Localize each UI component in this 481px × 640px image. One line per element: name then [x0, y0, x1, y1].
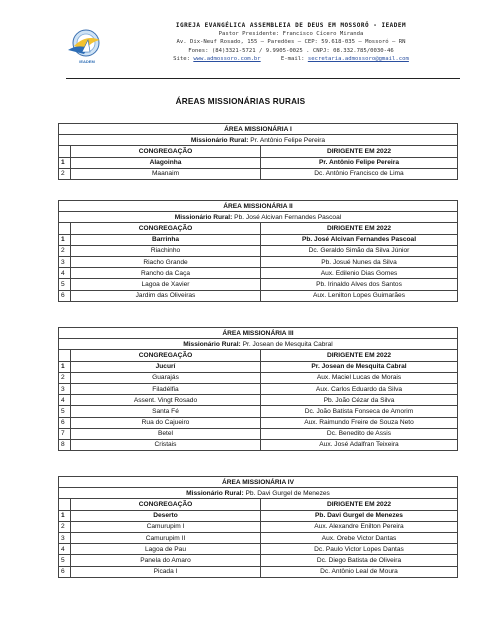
congregation-header: CONGREGAÇÃO: [71, 350, 261, 361]
missionary-label: Missionário Rural:: [183, 340, 241, 348]
table-row: [59, 566, 458, 577]
row-number: 1: [59, 234, 71, 245]
leader-header: DIRIGENTE EM 2022: [261, 146, 458, 157]
logo-caption: IEADEM: [79, 59, 95, 64]
table-row: [59, 521, 458, 532]
area-table-2: [58, 200, 458, 302]
site-label: Site:: [173, 55, 190, 62]
congregation-cell: Rancho da Caça: [71, 268, 261, 279]
row-number: 5: [59, 555, 71, 566]
leader-cell: Dc. Geraldo Simão da Silva Júnior: [261, 245, 458, 256]
table-row: [59, 290, 458, 301]
congregation-cell: Deserto: [71, 510, 261, 521]
congregation-cell: Jardim das Oliveiras: [71, 290, 261, 301]
pastor-line: Pastor Presidente: Francisco Cícero Miranda: [218, 31, 364, 38]
row-number: 7: [59, 428, 71, 439]
congregation-cell: Camurupim I: [71, 521, 261, 532]
header-divider: [66, 78, 460, 79]
congregation-cell: Lagoa de Pau: [71, 544, 261, 555]
table-row: [59, 168, 458, 179]
leader-cell: Dc. João Batista Fonseca de Amorim: [261, 406, 458, 417]
row-number: 8: [59, 439, 71, 450]
table-row: [59, 279, 458, 290]
leader-cell: Pb. Josué Nunes da Silva: [261, 256, 458, 267]
congregation-cell: Assent. Vingt Rosado: [71, 395, 261, 406]
area-table-3: [58, 327, 458, 451]
row-number: 2: [59, 245, 71, 256]
leader-cell: Dc. Paulo Victor Lopes Dantas: [261, 544, 458, 555]
missionary-name: Pb. Davi Gurgel de Menezes: [245, 489, 330, 497]
leader-cell: Aux. Lenilton Lopes Guimarães: [261, 290, 458, 301]
row-number: 5: [59, 279, 71, 290]
row-number: 6: [59, 566, 71, 577]
num-header: [59, 350, 71, 361]
row-number: 1: [59, 361, 71, 372]
congregation-cell: Filadélfia: [71, 383, 261, 394]
leader-cell: Aux. Raimundo Freire de Souza Neto: [261, 417, 458, 428]
missionary-label: Missionário Rural:: [186, 489, 244, 497]
row-number: 6: [59, 290, 71, 301]
missionary-line: [59, 135, 458, 146]
congregation-cell: Rua do Cajueiro: [71, 417, 261, 428]
leader-cell: Dc. Benedito de Assis: [261, 428, 458, 439]
table-row: [59, 372, 458, 383]
area-table-4: [58, 476, 458, 578]
congregation-cell: Santa Fé: [71, 406, 261, 417]
row-number: 3: [59, 383, 71, 394]
missionary-line: [59, 339, 458, 350]
area-title: ÁREA MISSIONÁRIA I: [59, 124, 458, 135]
congregation-cell: Camurupim II: [71, 532, 261, 543]
row-number: 1: [59, 510, 71, 521]
row-number: 3: [59, 256, 71, 267]
congregation-cell: Jucurí: [71, 361, 261, 372]
leader-cell: Dc. Antônio Leal de Moura: [261, 566, 458, 577]
congregation-cell: Riacho Grande: [71, 256, 261, 267]
document-title: ÁREAS MISSIONÁRIAS RURAIS: [175, 97, 306, 106]
table-row: [59, 417, 458, 428]
congregation-cell: Betel: [71, 428, 261, 439]
leader-cell: Aux. José Adalfran Teixeira: [261, 439, 458, 450]
congregation-header: CONGREGAÇÃO: [71, 499, 261, 510]
leader-cell: Dc. Antônio Francisco de Lima: [261, 168, 458, 179]
table-row: [59, 544, 458, 555]
area-title: ÁREA MISSIONÁRIA II: [59, 201, 458, 212]
email-link[interactable]: secretaria.admossoro@gmail.com: [307, 55, 409, 62]
missionary-name: Pb. José Alcivan Fernandes Pascoal: [234, 213, 342, 221]
row-number: 2: [59, 521, 71, 532]
leader-cell: Aux. Orebe Victor Dantas: [261, 532, 458, 543]
table-row: [59, 268, 458, 279]
phones-line: Fones: (84)3321-5721 / 9.9905-0025 . CNPJ: 08.332.785/0030-46: [188, 47, 394, 54]
num-header: [59, 499, 71, 510]
congregation-cell: Riachinho: [71, 245, 261, 256]
row-number: 4: [59, 544, 71, 555]
congregation-header: CONGREGAÇÃO: [71, 223, 261, 234]
letterhead: [116, 22, 466, 63]
leader-header: DIRIGENTE EM 2022: [261, 499, 458, 510]
leader-cell: Aux. Edilenio Dias Gomes: [261, 268, 458, 279]
table-row: [59, 428, 458, 439]
leader-cell: Aux. Alexandre Enilton Pereira: [261, 521, 458, 532]
contact-line: [116, 55, 466, 63]
row-number: 2: [59, 168, 71, 179]
leader-cell: Pb. José Alcivan Fernandes Pascoal: [261, 234, 458, 245]
row-number: 4: [59, 395, 71, 406]
missionary-label: Missionário Rural:: [190, 136, 249, 144]
email-label: E-mail:: [280, 55, 305, 62]
leader-cell: Aux. Maciel Lucas de Morais: [261, 372, 458, 383]
congregation-cell: Lagoa de Xavier: [71, 279, 261, 290]
row-number: 4: [59, 268, 71, 279]
leader-cell: Pb. João Cézar da Silva: [261, 395, 458, 406]
missionary-name: Pr. Antônio Felipe Pereira: [250, 136, 326, 144]
num-header: [59, 223, 71, 234]
leader-header: DIRIGENTE EM 2022: [261, 223, 458, 234]
congregation-cell: Alagoinha: [71, 157, 261, 168]
missionary-label: Missionário Rural:: [174, 213, 233, 221]
row-number: 2: [59, 372, 71, 383]
congregation-cell: Cristais: [71, 439, 261, 450]
row-number: 3: [59, 532, 71, 543]
row-number: 5: [59, 406, 71, 417]
table-row: [59, 395, 458, 406]
table-row: [59, 406, 458, 417]
leader-cell: Aux. Carlos Eduardo da Silva: [261, 383, 458, 394]
church-logo: [64, 26, 110, 70]
missionary-line: [59, 488, 458, 499]
leader-cell: Pr. Antônio Felipe Pereira: [261, 157, 458, 168]
table-row: [59, 532, 458, 543]
missionary-line: [59, 212, 458, 223]
row-number: 1: [59, 157, 71, 168]
area-table-1: [58, 123, 458, 180]
address-line: Av. Dix-Neuf Rosado, 155 – Paredões – CEP: 59.618-035 – Mossoró – RN: [176, 39, 406, 46]
leader-cell: Pb. Irinaldo Alves dos Santos: [261, 279, 458, 290]
leader-cell: Pb. Davi Gurgel de Menezes: [261, 510, 458, 521]
table-row: [59, 383, 458, 394]
table-row: [59, 234, 458, 245]
leader-cell: Dc. Diego Batista de Oliveira: [261, 555, 458, 566]
organization-name: IGREJA EVANGÉLICA ASSEMBLEIA DE DEUS EM MOSSORÓ - IEADEM: [175, 22, 407, 29]
congregation-cell: Maanaim: [71, 168, 261, 179]
leader-cell: Pr. Josean de Mesquita Cabral: [261, 361, 458, 372]
missionary-name: Pr. Josean de Mesquita Cabral: [242, 340, 333, 348]
table-row: [59, 245, 458, 256]
congregation-cell: Guarajás: [71, 372, 261, 383]
congregation-cell: Picada I: [71, 566, 261, 577]
congregation-cell: Panela do Amaro: [71, 555, 261, 566]
area-title: ÁREA MISSIONÁRIA III: [59, 328, 458, 339]
area-title: ÁREA MISSIONÁRIA IV: [59, 477, 458, 488]
num-header: [59, 146, 71, 157]
table-row: [59, 157, 458, 168]
table-row: [59, 256, 458, 267]
site-link[interactable]: www.admossoro.com.br: [193, 55, 261, 62]
table-row: [59, 555, 458, 566]
table-row: [59, 439, 458, 450]
congregation-cell: Barrinha: [71, 234, 261, 245]
table-row: [59, 510, 458, 521]
table-row: [59, 361, 458, 372]
leader-header: DIRIGENTE EM 2022: [261, 350, 458, 361]
congregation-header: CONGREGAÇÃO: [71, 146, 261, 157]
row-number: 6: [59, 417, 71, 428]
